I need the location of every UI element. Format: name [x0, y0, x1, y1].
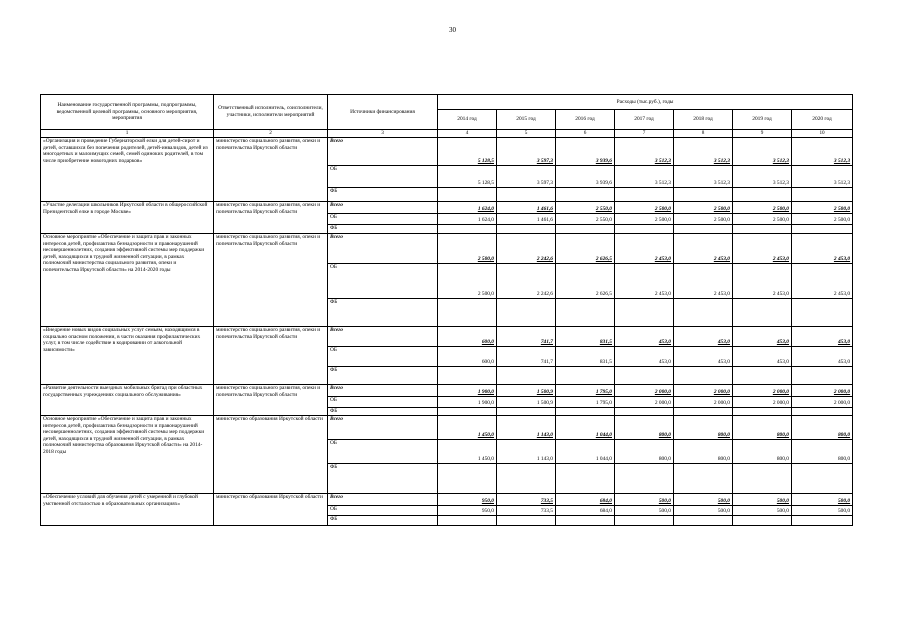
expense-value: [556, 299, 615, 327]
column-number: 6: [556, 130, 615, 138]
table-row: [41, 494, 853, 506]
column-number: 2: [214, 130, 328, 138]
expense-value: 2 500,0: [733, 202, 792, 214]
responsible-executor: министерство социального развития, опеки и попечительства Иркутской области: [214, 234, 328, 327]
expense-value: 2 550,0: [556, 214, 615, 225]
header-year: 2019 год: [733, 110, 792, 130]
expense-value: 5 128,5: [438, 166, 497, 188]
expense-value: 2 500,0: [674, 214, 733, 225]
expense-value: [497, 299, 556, 327]
expense-value: [733, 299, 792, 327]
expense-value: 2 500,0: [438, 264, 497, 299]
funding-source: ФБ: [328, 464, 438, 494]
expense-value: 600,0: [438, 347, 497, 367]
expense-value: [438, 299, 497, 327]
expense-value: 5 128,5: [438, 138, 497, 166]
funding-source: ФБ: [328, 188, 438, 202]
column-number: 1: [41, 130, 214, 138]
column-number: 4: [438, 130, 497, 138]
expense-value: 2 500,0: [615, 202, 674, 214]
expense-value: 1 044,0: [556, 440, 615, 464]
expense-value: [615, 188, 674, 202]
expense-value: 2 000,0: [615, 397, 674, 408]
expense-value: [674, 408, 733, 416]
activity-name: Основное мероприятие «Обеспечение и защита прав и законных интересов детей, профилактика безнадзорности и правонарушений несовершеннолетних, создания эффективной системы мер поддержки детей, находящихся в трудной жизненной ситуации, в рамках полномочий министерства социального развития, опеки и попечительства Иркутской области» на 2014-2020 годы: [41, 234, 214, 327]
expense-value: [733, 464, 792, 494]
funding-source: ФБ: [328, 367, 438, 385]
expense-value: 2 500,0: [733, 214, 792, 225]
expense-value: 2 626,5: [556, 264, 615, 299]
expense-value: 453,0: [792, 327, 853, 347]
responsible-executor: министерство социального развития, опеки и попечительства Иркутской области: [214, 138, 328, 202]
expense-value: 3 512,3: [792, 166, 853, 188]
expense-value: 800,0: [674, 416, 733, 440]
expense-value: 3 512,3: [674, 138, 733, 166]
expense-value: 2 242,6: [497, 264, 556, 299]
expense-value: [438, 188, 497, 202]
header-executor: Ответственный исполнитель, соисполнители, участники, исполнители мероприятий: [214, 95, 328, 130]
column-number: 3: [328, 130, 438, 138]
expense-value: 1 450,0: [438, 440, 497, 464]
expense-value: 800,0: [615, 440, 674, 464]
funding-source: ФБ: [328, 299, 438, 327]
expense-value: 3 597,3: [497, 166, 556, 188]
expense-value: [674, 516, 733, 526]
expense-value: 733,5: [497, 494, 556, 506]
expense-value: 1 143,0: [497, 440, 556, 464]
funding-source: ОБ: [328, 440, 438, 464]
expense-value: 3 512,3: [674, 166, 733, 188]
expense-value: 2 626,5: [556, 234, 615, 264]
expense-value: 2 500,0: [615, 214, 674, 225]
expense-value: [615, 299, 674, 327]
expense-value: 500,0: [792, 494, 853, 506]
expenses-table: [40, 94, 853, 526]
expense-value: 2 453,0: [733, 234, 792, 264]
expense-value: 800,0: [733, 416, 792, 440]
expense-value: 3 512,3: [615, 138, 674, 166]
expense-value: 2 500,0: [792, 202, 853, 214]
expense-value: 1 624,0: [438, 202, 497, 214]
activity-name: «Обеспечение условий для обучения детей с умеренной и глубокой умственной отсталостью в образовательных организациях»: [41, 494, 214, 526]
expense-value: [792, 188, 853, 202]
expense-value: 3 512,3: [733, 166, 792, 188]
expense-value: 2 453,0: [733, 264, 792, 299]
header-year: 2018 год: [674, 110, 733, 130]
funding-source: Всего: [328, 416, 438, 440]
expense-value: [792, 516, 853, 526]
expense-value: [733, 367, 792, 385]
expense-value: [438, 367, 497, 385]
expense-value: 2 550,0: [556, 202, 615, 214]
expense-value: [615, 516, 674, 526]
activity-name: «Внедрение новых видов социальных услуг семьям, находящимся в социально опасном положении, в части оказания профилактических услуг, в том числе содействие в кодировании от алкогольной зависимости»: [41, 327, 214, 385]
expense-value: 453,0: [792, 347, 853, 367]
funding-source: Всего: [328, 138, 438, 166]
expense-value: [615, 225, 674, 234]
responsible-executor: министерство социального развития, опеки и попечительства Иркутской области: [214, 327, 328, 385]
expense-value: 831,5: [556, 327, 615, 347]
column-number: 10: [792, 130, 853, 138]
expense-value: 500,0: [792, 506, 853, 516]
column-number: 8: [674, 130, 733, 138]
expense-value: [497, 464, 556, 494]
header-year: 2016 год: [556, 110, 615, 130]
column-number: 9: [733, 130, 792, 138]
expense-value: 800,0: [615, 416, 674, 440]
expense-value: 1 044,0: [556, 416, 615, 440]
expense-value: [438, 408, 497, 416]
expense-value: 2 500,0: [792, 214, 853, 225]
activity-name: «Организация и проведение Губернаторской елки для детей-сирот и детей, оставшихся без попечения родителей, детей-инвалидов, детей из многодетных и малоимущих семей, семей одиноких родителей, в том числе приобретение новогодних подарков»: [41, 138, 214, 202]
expense-value: [497, 516, 556, 526]
expense-value: 453,0: [674, 347, 733, 367]
expense-value: 2 500,0: [674, 202, 733, 214]
funding-source: ОБ: [328, 506, 438, 516]
expense-value: 500,0: [733, 506, 792, 516]
expense-value: 2 453,0: [792, 234, 853, 264]
expense-value: 453,0: [733, 347, 792, 367]
expense-value: [615, 367, 674, 385]
header-column-numbers: [41, 130, 853, 138]
expense-value: [733, 225, 792, 234]
expense-value: 3 597,3: [497, 138, 556, 166]
expense-value: 800,0: [792, 440, 853, 464]
header-expenses: Расходы (тыс.руб.), годы: [438, 95, 853, 110]
table-row: [41, 138, 853, 166]
expense-value: 1 624,0: [438, 214, 497, 225]
expense-value: 2 000,0: [674, 385, 733, 397]
expense-value: 453,0: [615, 347, 674, 367]
header-name: Наименование государственной программы, подпрограммы, ведомственной целевой программы, основного мероприятия, мероприятия: [41, 95, 214, 130]
expense-value: [497, 367, 556, 385]
expense-value: 800,0: [674, 440, 733, 464]
expense-value: [497, 188, 556, 202]
expense-value: 1 450,0: [438, 416, 497, 440]
expense-value: 2 000,0: [733, 385, 792, 397]
expense-value: 453,0: [733, 327, 792, 347]
table-row: [41, 202, 853, 214]
table-row: [41, 416, 853, 440]
column-number: 5: [497, 130, 556, 138]
expense-value: 2 000,0: [792, 397, 853, 408]
expense-value: 1 461,6: [497, 202, 556, 214]
funding-source: ФБ: [328, 225, 438, 234]
expense-value: 741,7: [497, 327, 556, 347]
funding-source: ОБ: [328, 264, 438, 299]
expense-value: [615, 408, 674, 416]
expense-value: [674, 188, 733, 202]
expense-value: 500,0: [674, 506, 733, 516]
funding-source: ОБ: [328, 397, 438, 408]
table-row: [41, 327, 853, 347]
expense-value: 2 000,0: [674, 397, 733, 408]
expense-value: 1 500,9: [497, 385, 556, 397]
expense-value: [733, 188, 792, 202]
expense-value: 3 512,3: [733, 138, 792, 166]
expense-value: 3 512,3: [615, 166, 674, 188]
expense-value: 2 453,0: [674, 234, 733, 264]
activity-name: Основное мероприятие «Обеспечение и защита прав и законных интересов детей, профилактика безнадзорности и правонарушений несовершеннолетних, создания эффективной системы мер поддержки детей, находящихся в трудной жизненной ситуации, в рамках полномочий министерства образования Иркутской области» на 2014-2018 годы: [41, 416, 214, 494]
expense-value: 2 000,0: [733, 397, 792, 408]
expense-value: [792, 367, 853, 385]
expense-value: 684,0: [556, 506, 615, 516]
expense-value: 1 461,6: [497, 214, 556, 225]
header-year: 2020 год: [792, 110, 853, 130]
funding-source: ФБ: [328, 408, 438, 416]
expense-value: 950,0: [438, 494, 497, 506]
header-sources: Источники финансирования: [328, 95, 438, 130]
expense-value: [497, 408, 556, 416]
funding-source: Всего: [328, 385, 438, 397]
funding-source: ФБ: [328, 516, 438, 526]
expense-value: 950,0: [438, 506, 497, 516]
expense-value: [556, 408, 615, 416]
expense-value: 733,5: [497, 506, 556, 516]
expense-value: 1 900,0: [438, 397, 497, 408]
expense-value: [674, 225, 733, 234]
expense-value: 1 795,0: [556, 397, 615, 408]
expense-value: [556, 367, 615, 385]
column-number: 7: [615, 130, 674, 138]
expense-value: 741,7: [497, 347, 556, 367]
expense-value: [733, 408, 792, 416]
expense-value: 2 242,6: [497, 234, 556, 264]
expense-value: 1 143,0: [497, 416, 556, 440]
funding-source: ОБ: [328, 166, 438, 188]
responsible-executor: министерство социального развития, опеки и попечительства Иркутской области: [214, 385, 328, 416]
expense-value: 800,0: [792, 416, 853, 440]
table-row: [41, 234, 853, 264]
expense-value: 2 453,0: [792, 264, 853, 299]
expense-value: 1 500,9: [497, 397, 556, 408]
expense-value: 2 000,0: [792, 385, 853, 397]
expense-value: [792, 225, 853, 234]
expense-value: 453,0: [674, 327, 733, 347]
expense-value: 831,5: [556, 347, 615, 367]
expense-value: 2 453,0: [615, 264, 674, 299]
expense-value: 600,0: [438, 327, 497, 347]
expense-value: [674, 464, 733, 494]
expense-value: 500,0: [674, 494, 733, 506]
expense-value: [438, 225, 497, 234]
expense-value: [792, 299, 853, 327]
expense-value: 2 453,0: [674, 264, 733, 299]
table-header: [41, 95, 853, 138]
expense-value: 3 939,6: [556, 166, 615, 188]
funding-source: Всего: [328, 327, 438, 347]
activity-name: «Развитие деятельности выездных мобильных бригад при областных государственных учреждениях социального обслуживания»: [41, 385, 214, 416]
expense-value: 1 900,0: [438, 385, 497, 397]
expense-value: [674, 299, 733, 327]
expense-value: [556, 225, 615, 234]
expense-value: 3 939,6: [556, 138, 615, 166]
table-row: [41, 385, 853, 397]
expense-value: [556, 516, 615, 526]
expense-value: [792, 408, 853, 416]
activity-name: «Участие делегации школьников Иркутской области в общероссийской Президентской елке в городе Москве»: [41, 202, 214, 234]
funding-source: ОБ: [328, 347, 438, 367]
expense-value: [556, 464, 615, 494]
expense-value: [615, 464, 674, 494]
expense-value: 2 500,0: [438, 234, 497, 264]
responsible-executor: министерство образования Иркутской области: [214, 494, 328, 526]
funding-source: Всего: [328, 494, 438, 506]
expense-value: 3 512,3: [792, 138, 853, 166]
expense-value: 453,0: [615, 327, 674, 347]
expense-value: 2 453,0: [615, 234, 674, 264]
page-number: 30: [449, 26, 456, 34]
expense-value: [438, 464, 497, 494]
expense-value: 500,0: [733, 494, 792, 506]
header-year: 2017 год: [615, 110, 674, 130]
expense-value: [674, 367, 733, 385]
expense-value: 800,0: [733, 440, 792, 464]
expense-value: [438, 516, 497, 526]
table-body: [41, 138, 853, 526]
expense-value: 2 000,0: [615, 385, 674, 397]
expense-value: [556, 188, 615, 202]
header-year: 2015 год: [497, 110, 556, 130]
expense-value: 500,0: [615, 506, 674, 516]
expense-value: [497, 225, 556, 234]
expense-value: 684,0: [556, 494, 615, 506]
expense-value: [733, 516, 792, 526]
funding-source: ОБ: [328, 214, 438, 225]
header-year: 2014 год: [438, 110, 497, 130]
responsible-executor: министерство образования Иркутской области: [214, 416, 328, 494]
funding-source: Всего: [328, 202, 438, 214]
funding-source: Всего: [328, 234, 438, 264]
expense-value: [792, 464, 853, 494]
expense-value: 1 795,0: [556, 385, 615, 397]
responsible-executor: министерство социального развития, опеки и попечительства Иркутской области: [214, 202, 328, 234]
expense-value: 500,0: [615, 494, 674, 506]
